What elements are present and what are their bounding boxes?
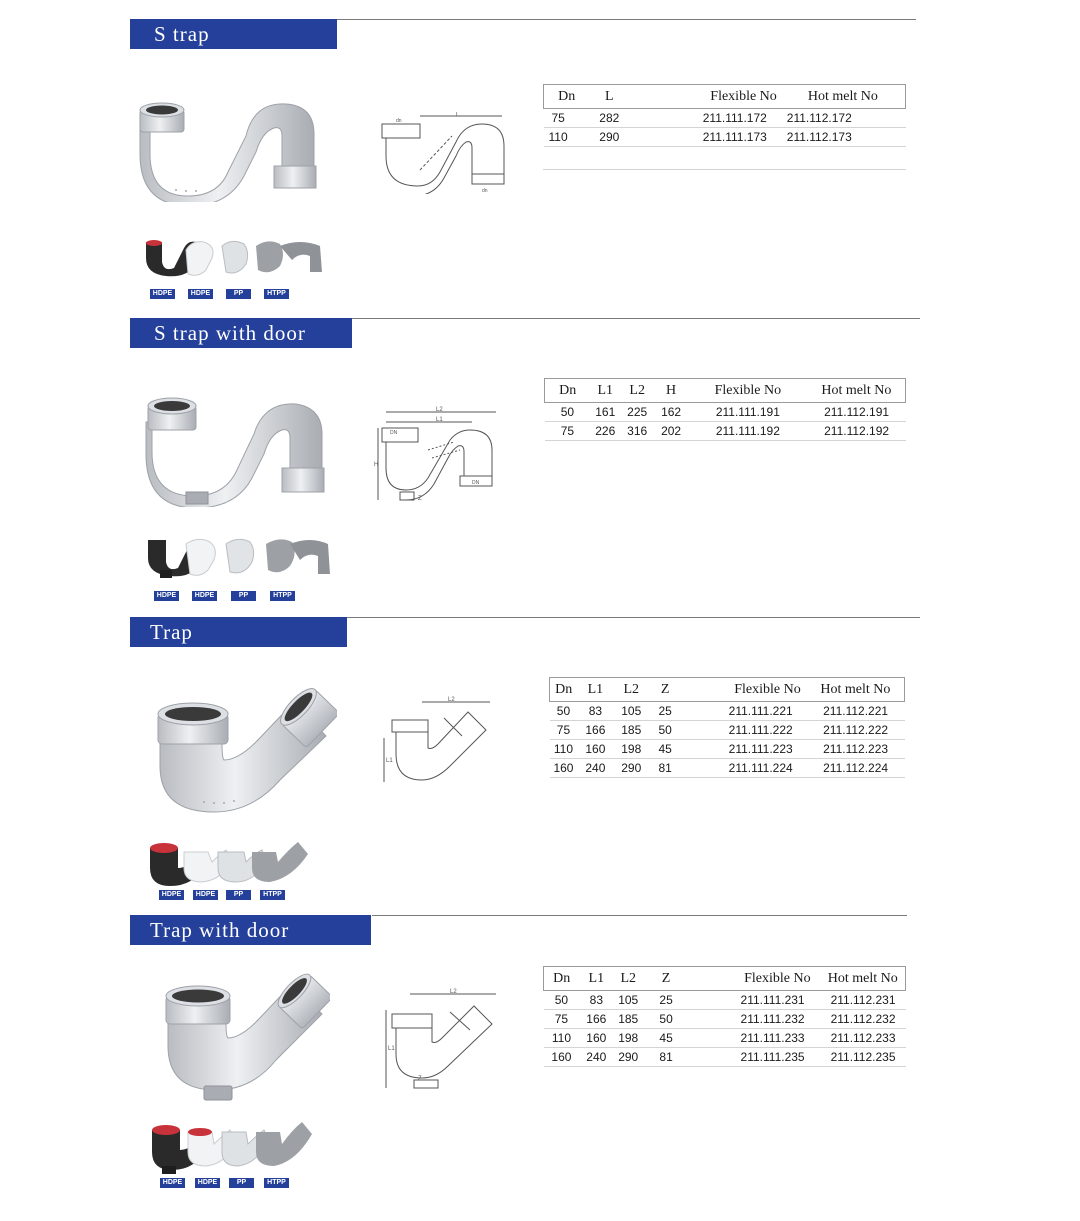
cell-l2: 185 [613, 1010, 643, 1029]
material-tag: HTPP [264, 289, 289, 299]
column-header: Flexible No [681, 678, 807, 702]
spec-table [549, 677, 905, 778]
cell-l1: 83 [579, 991, 613, 1010]
dim-label: Z [418, 496, 422, 502]
material-tag: HDPE [154, 591, 179, 601]
cell-z: 25 [643, 991, 689, 1010]
cell-hot-melt-no: 211.112.235 [821, 1048, 906, 1067]
cell-l2: 198 [613, 740, 649, 759]
cell-l2: 185 [613, 721, 649, 740]
technical-drawing [374, 112, 510, 194]
column-header: L1 [577, 678, 613, 702]
column-header: L2 [613, 967, 643, 991]
material-tag: HDPE [150, 289, 175, 299]
cell-flexible-no: 211.111.235 [689, 1048, 821, 1067]
cell-dn: 50 [545, 403, 591, 422]
spec-table [543, 966, 906, 1067]
cell-flexible-no: 211.111.192 [688, 422, 808, 441]
column-header: Hot melt No [821, 967, 906, 991]
material-variants [150, 1116, 316, 1176]
material-tag: HDPE [159, 890, 184, 900]
table-row [550, 702, 905, 721]
column-header: Dn [544, 967, 580, 991]
cell-dn: 75 [544, 109, 590, 128]
cell-hot-melt-no: 211.112.222 [807, 721, 905, 740]
column-header: L2 [620, 379, 654, 403]
section-title: Trap with door [130, 915, 371, 945]
column-header: Z [643, 967, 689, 991]
cell-flexible-no: 211.111.222 [681, 721, 807, 740]
dim-label: H [374, 462, 379, 468]
cell-z: 50 [649, 721, 681, 740]
section-rule [372, 915, 907, 916]
dim-label: DN [390, 430, 398, 436]
cell-hot-melt-no: 211.112.172 [781, 109, 906, 128]
column-header: L2 [613, 678, 649, 702]
cell-hot-melt-no: 211.112.173 [781, 128, 906, 147]
section-rule [347, 617, 920, 618]
material-tag: HDPE [160, 1178, 185, 1188]
cell-l1: 226 [590, 422, 620, 441]
section-s-trap [0, 0, 1080, 300]
spec-table [544, 378, 906, 441]
cell-l2: 316 [620, 422, 654, 441]
cell-flexible-no: 211.111.231 [689, 991, 821, 1010]
cell-flexible-no: 211.111.173 [629, 128, 781, 147]
cell-l1: 240 [577, 759, 613, 778]
cell-dn: 75 [550, 721, 578, 740]
column-header: Flexible No [629, 85, 781, 109]
dim-label: L2 [450, 989, 457, 995]
material-tag: PP [231, 591, 256, 601]
cell-hot-melt-no: 211.112.224 [807, 759, 905, 778]
table-header-row [545, 379, 906, 403]
cell-hot-melt-no: 211.112.221 [807, 702, 905, 721]
column-header: Flexible No [688, 379, 808, 403]
column-header: H [654, 379, 688, 403]
cell-l1: 83 [577, 702, 613, 721]
table-row [545, 422, 906, 441]
material-tag: HTPP [264, 1178, 289, 1188]
table-row [544, 128, 906, 147]
section-trap-with-door [0, 910, 1080, 1221]
table-row [550, 721, 905, 740]
dim-label: dn [396, 118, 402, 124]
dim-label: L1 [436, 417, 443, 423]
column-header: Dn [545, 379, 591, 403]
table-row [550, 740, 905, 759]
technical-drawing [380, 984, 500, 1094]
cell-l2: 290 [613, 759, 649, 778]
cell-l: 282 [589, 109, 629, 128]
column-header: L1 [579, 967, 613, 991]
cell-hot-melt-no: 211.112.191 [808, 403, 906, 422]
material-tag: HDPE [188, 289, 213, 299]
column-header: Hot melt No [807, 678, 905, 702]
table-row [544, 1010, 906, 1029]
section-title: S trap [130, 19, 337, 49]
table-row [544, 991, 906, 1010]
column-header: Dn [544, 85, 590, 109]
cell-flexible-no: 211.111.191 [688, 403, 808, 422]
table-header-row [544, 967, 906, 991]
cell-h: 162 [654, 403, 688, 422]
cell-z: 45 [643, 1029, 689, 1048]
cell-hot-melt-no: 211.112.233 [821, 1029, 906, 1048]
column-header: L1 [590, 379, 620, 403]
cell-l1: 166 [579, 1010, 613, 1029]
cell-dn: 50 [544, 991, 580, 1010]
cell-l2: 290 [613, 1048, 643, 1067]
cell-flexible-no: 211.111.232 [689, 1010, 821, 1029]
cell-flexible-no: 211.111.224 [681, 759, 807, 778]
cell-hot-melt-no: 211.112.232 [821, 1010, 906, 1029]
cell-flexible-no: 211.111.221 [681, 702, 807, 721]
material-tag: PP [226, 890, 251, 900]
cell-l2: 225 [620, 403, 654, 422]
product-photo [144, 392, 329, 507]
cell-flexible-no: 211.111.172 [629, 109, 781, 128]
section-title: Trap [130, 617, 347, 647]
material-tag: PP [226, 289, 251, 299]
cell-l1: 240 [579, 1048, 613, 1067]
column-header: Hot melt No [781, 85, 906, 109]
dim-label: L2 [436, 407, 443, 413]
cell-dn: 75 [544, 1010, 580, 1029]
dim-label: L2 [448, 697, 455, 703]
cell-dn: 110 [544, 128, 590, 147]
table-rule [543, 169, 906, 170]
section-s-trap-with-door [0, 300, 1080, 610]
cell-z: 45 [649, 740, 681, 759]
cell-z: 25 [649, 702, 681, 721]
cell-dn: 110 [550, 740, 578, 759]
table-row [544, 1048, 906, 1067]
product-photo [160, 972, 330, 1107]
cell-dn: 110 [544, 1029, 580, 1048]
product-photo [136, 92, 321, 202]
cell-z: 81 [643, 1048, 689, 1067]
dim-label: dn [482, 188, 488, 194]
material-variants [148, 838, 310, 888]
material-tag: PP [229, 1178, 254, 1188]
cell-l2: 105 [613, 702, 649, 721]
cell-dn: 160 [544, 1048, 580, 1067]
material-variants [144, 238, 324, 278]
cell-flexible-no: 211.111.223 [681, 740, 807, 759]
cell-z: 50 [643, 1010, 689, 1029]
table-header-row [544, 85, 906, 109]
section-rule [352, 318, 920, 319]
dim-label: DN [472, 480, 480, 486]
dim-label: L [456, 112, 460, 118]
cell-z: 81 [649, 759, 681, 778]
cell-hot-melt-no: 211.112.192 [808, 422, 906, 441]
cell-l: 290 [589, 128, 629, 147]
cell-l2: 198 [613, 1029, 643, 1048]
table-row [550, 759, 905, 778]
cell-l1: 160 [579, 1029, 613, 1048]
cell-dn: 50 [550, 702, 578, 721]
table-header-row [550, 678, 905, 702]
section-title: S trap with door [130, 318, 352, 348]
material-variants [146, 536, 332, 580]
dim-label: L1 [388, 1046, 395, 1052]
column-header: L [589, 85, 629, 109]
section-trap [0, 610, 1080, 910]
cell-flexible-no: 211.111.233 [689, 1029, 821, 1048]
material-tag: HTPP [270, 591, 295, 601]
cell-l1: 160 [577, 740, 613, 759]
dim-label: L1 [386, 758, 393, 764]
cell-dn: 75 [545, 422, 591, 441]
spec-table [543, 84, 906, 147]
column-header: Flexible No [689, 967, 821, 991]
material-tag: HDPE [192, 591, 217, 601]
material-tag: HDPE [193, 890, 218, 900]
technical-drawing [372, 406, 500, 504]
cell-l1: 166 [577, 721, 613, 740]
column-header: Z [649, 678, 681, 702]
material-tag: HDPE [195, 1178, 220, 1188]
cell-hot-melt-no: 211.112.231 [821, 991, 906, 1010]
column-header: Dn [550, 678, 578, 702]
cell-l1: 161 [590, 403, 620, 422]
column-header: Hot melt No [808, 379, 906, 403]
cell-h: 202 [654, 422, 688, 441]
table-row [544, 1029, 906, 1048]
cell-l2: 105 [613, 991, 643, 1010]
section-rule [337, 19, 916, 20]
material-tag: HTPP [260, 890, 285, 900]
technical-drawing [376, 696, 496, 796]
table-row [545, 403, 906, 422]
table-row [544, 109, 906, 128]
cell-hot-melt-no: 211.112.223 [807, 740, 905, 759]
cell-dn: 160 [550, 759, 578, 778]
dim-label: Z [418, 1076, 422, 1082]
product-photo [152, 684, 337, 814]
